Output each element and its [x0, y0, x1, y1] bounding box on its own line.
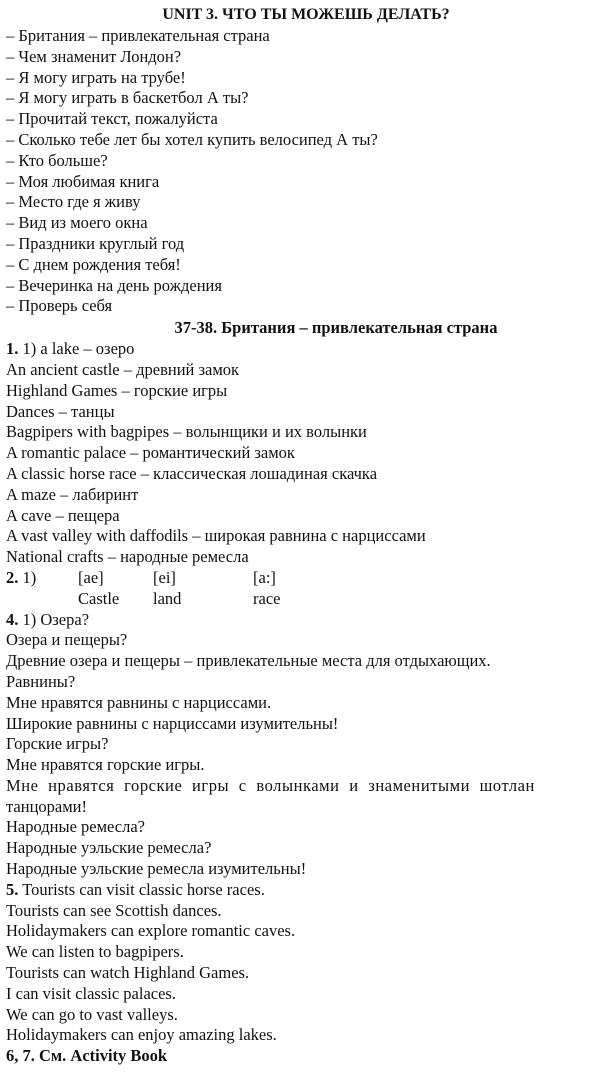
exercise-number: 5. [6, 879, 19, 899]
exercise-5 [6, 880, 606, 1046]
answer-line: Горские игры? [6, 734, 109, 754]
sound-symbol: [ei] [153, 567, 176, 587]
answer-line: Равнины? [6, 671, 76, 691]
answer-line: Озера и пещеры? [6, 630, 128, 650]
contents-item: – Вид из моего окна [6, 213, 148, 233]
exercise-number: 4. [6, 609, 19, 629]
exercise-4 [6, 610, 606, 880]
example-word: race [253, 588, 281, 608]
answer-line: 1) Озера? [22, 609, 90, 629]
contents-item: – Вечеринка на день рождения [6, 275, 222, 295]
vocab-item: A vast valley with daffodils – широкая равнина с нарциссами [6, 526, 426, 546]
contents-item: – Прочитай текст, пожалуйста [6, 109, 218, 129]
vocab-item: National crafts – народные ремесла [6, 547, 249, 567]
answer-line: Мне нравятся горские игры с волынками и знаменитыми шотлан [6, 775, 535, 795]
sound-symbol: [ae] [78, 567, 104, 587]
contents-item: – Чем знаменит Лондон? [6, 46, 182, 66]
phonetics-row [6, 568, 606, 589]
answer-line: Мне нравятся равнины с нарциссами. [6, 692, 272, 712]
contents-item: – Сколько тебе лет бы хотел купить велосипед А ты? [6, 129, 378, 149]
answer-line: Tourists can watch Highland Games. [6, 963, 250, 983]
answer-line: Народные уэльские ремесла изумительны! [6, 859, 307, 879]
vocab-item: A cave – пещера [6, 505, 120, 525]
exercise-6-7-reference: 6, 7. См. Activity Book [6, 1046, 168, 1066]
vocab-item: Dances – танцы [6, 401, 115, 421]
exercise-number: 2. [6, 567, 19, 587]
example-word: land [153, 588, 182, 608]
vocab-item: Highland Games – горские игры [6, 380, 228, 400]
contents-item: – Место где я живу [6, 192, 141, 212]
exercise-number: 1. [6, 339, 19, 359]
exercise-2 [6, 568, 606, 610]
answer-line: Мне нравятся горские игры. [6, 755, 205, 775]
section-title: 37-38. Британия – привлекательная страна [174, 318, 498, 338]
words-row [6, 589, 606, 610]
exercise-2-label [6, 568, 78, 589]
contents-item: – Я могу играть в баскетбол А ты? [6, 88, 249, 108]
answer-line: We can go to vast valleys. [6, 1004, 178, 1024]
vocab-item: 1) a lake – озеро [22, 339, 135, 359]
example-word: Castle [78, 588, 120, 608]
answer-line: Народные уэльские ремесла? [6, 838, 212, 858]
exercise-1-first-line [6, 339, 606, 360]
contents-item: – С днем рождения тебя! [6, 254, 181, 274]
exercise-4-first-line [6, 610, 606, 631]
contents-item: – Моя любимая книга [6, 171, 160, 191]
contents-item: – Праздники круглый год [6, 233, 185, 253]
answer-line: Древние озера и пещеры – привлекательные места для отдыхающих. [6, 651, 491, 671]
vocab-item: A classic horse race – классическая лошадиная скачка [6, 463, 378, 483]
vocab-item: An ancient castle – древний замок [6, 359, 240, 379]
vocab-item: A romantic palace – романтический замок [6, 443, 295, 463]
answer-line: I can visit classic palaces. [6, 983, 176, 1003]
contents-item: – Я могу играть на трубе! [6, 67, 186, 87]
unit-contents-list [6, 26, 606, 317]
answer-line: Tourists can visit classic horse races. [22, 879, 265, 899]
answer-line: We can listen to bagpipers. [6, 942, 184, 962]
answer-line: Широкие равнины с нарциссами изумительны! [6, 713, 339, 733]
answer-line: Народные ремесла? [6, 817, 145, 837]
answer-line: Holidaymakers can enjoy amazing lakes. [6, 1025, 277, 1045]
exercise-1 [6, 339, 606, 568]
item-number: 1) [22, 567, 37, 587]
unit-title: UNIT 3. ЧТО ТЫ МОЖЕШЬ ДЕЛАТЬ? [162, 6, 450, 23]
exercise-5-first-line [6, 880, 606, 901]
textbook-page [6, 4, 606, 1067]
answer-line: Holidaymakers can explore romantic caves. [6, 921, 296, 941]
vocab-item: Bagpipers with bagpipes – волынщики и их волынки [6, 422, 367, 442]
vocab-item: A maze – лабиринт [6, 484, 139, 504]
contents-item: – Проверь себя [6, 296, 113, 316]
sound-symbol: [a:] [253, 567, 276, 587]
answer-line: Tourists can see Scottish dances. [6, 900, 222, 920]
contents-item: – Кто больше? [6, 150, 108, 170]
contents-item: – Британия – привлекательная страна [6, 26, 270, 45]
answer-line: танцорами! [6, 796, 87, 816]
